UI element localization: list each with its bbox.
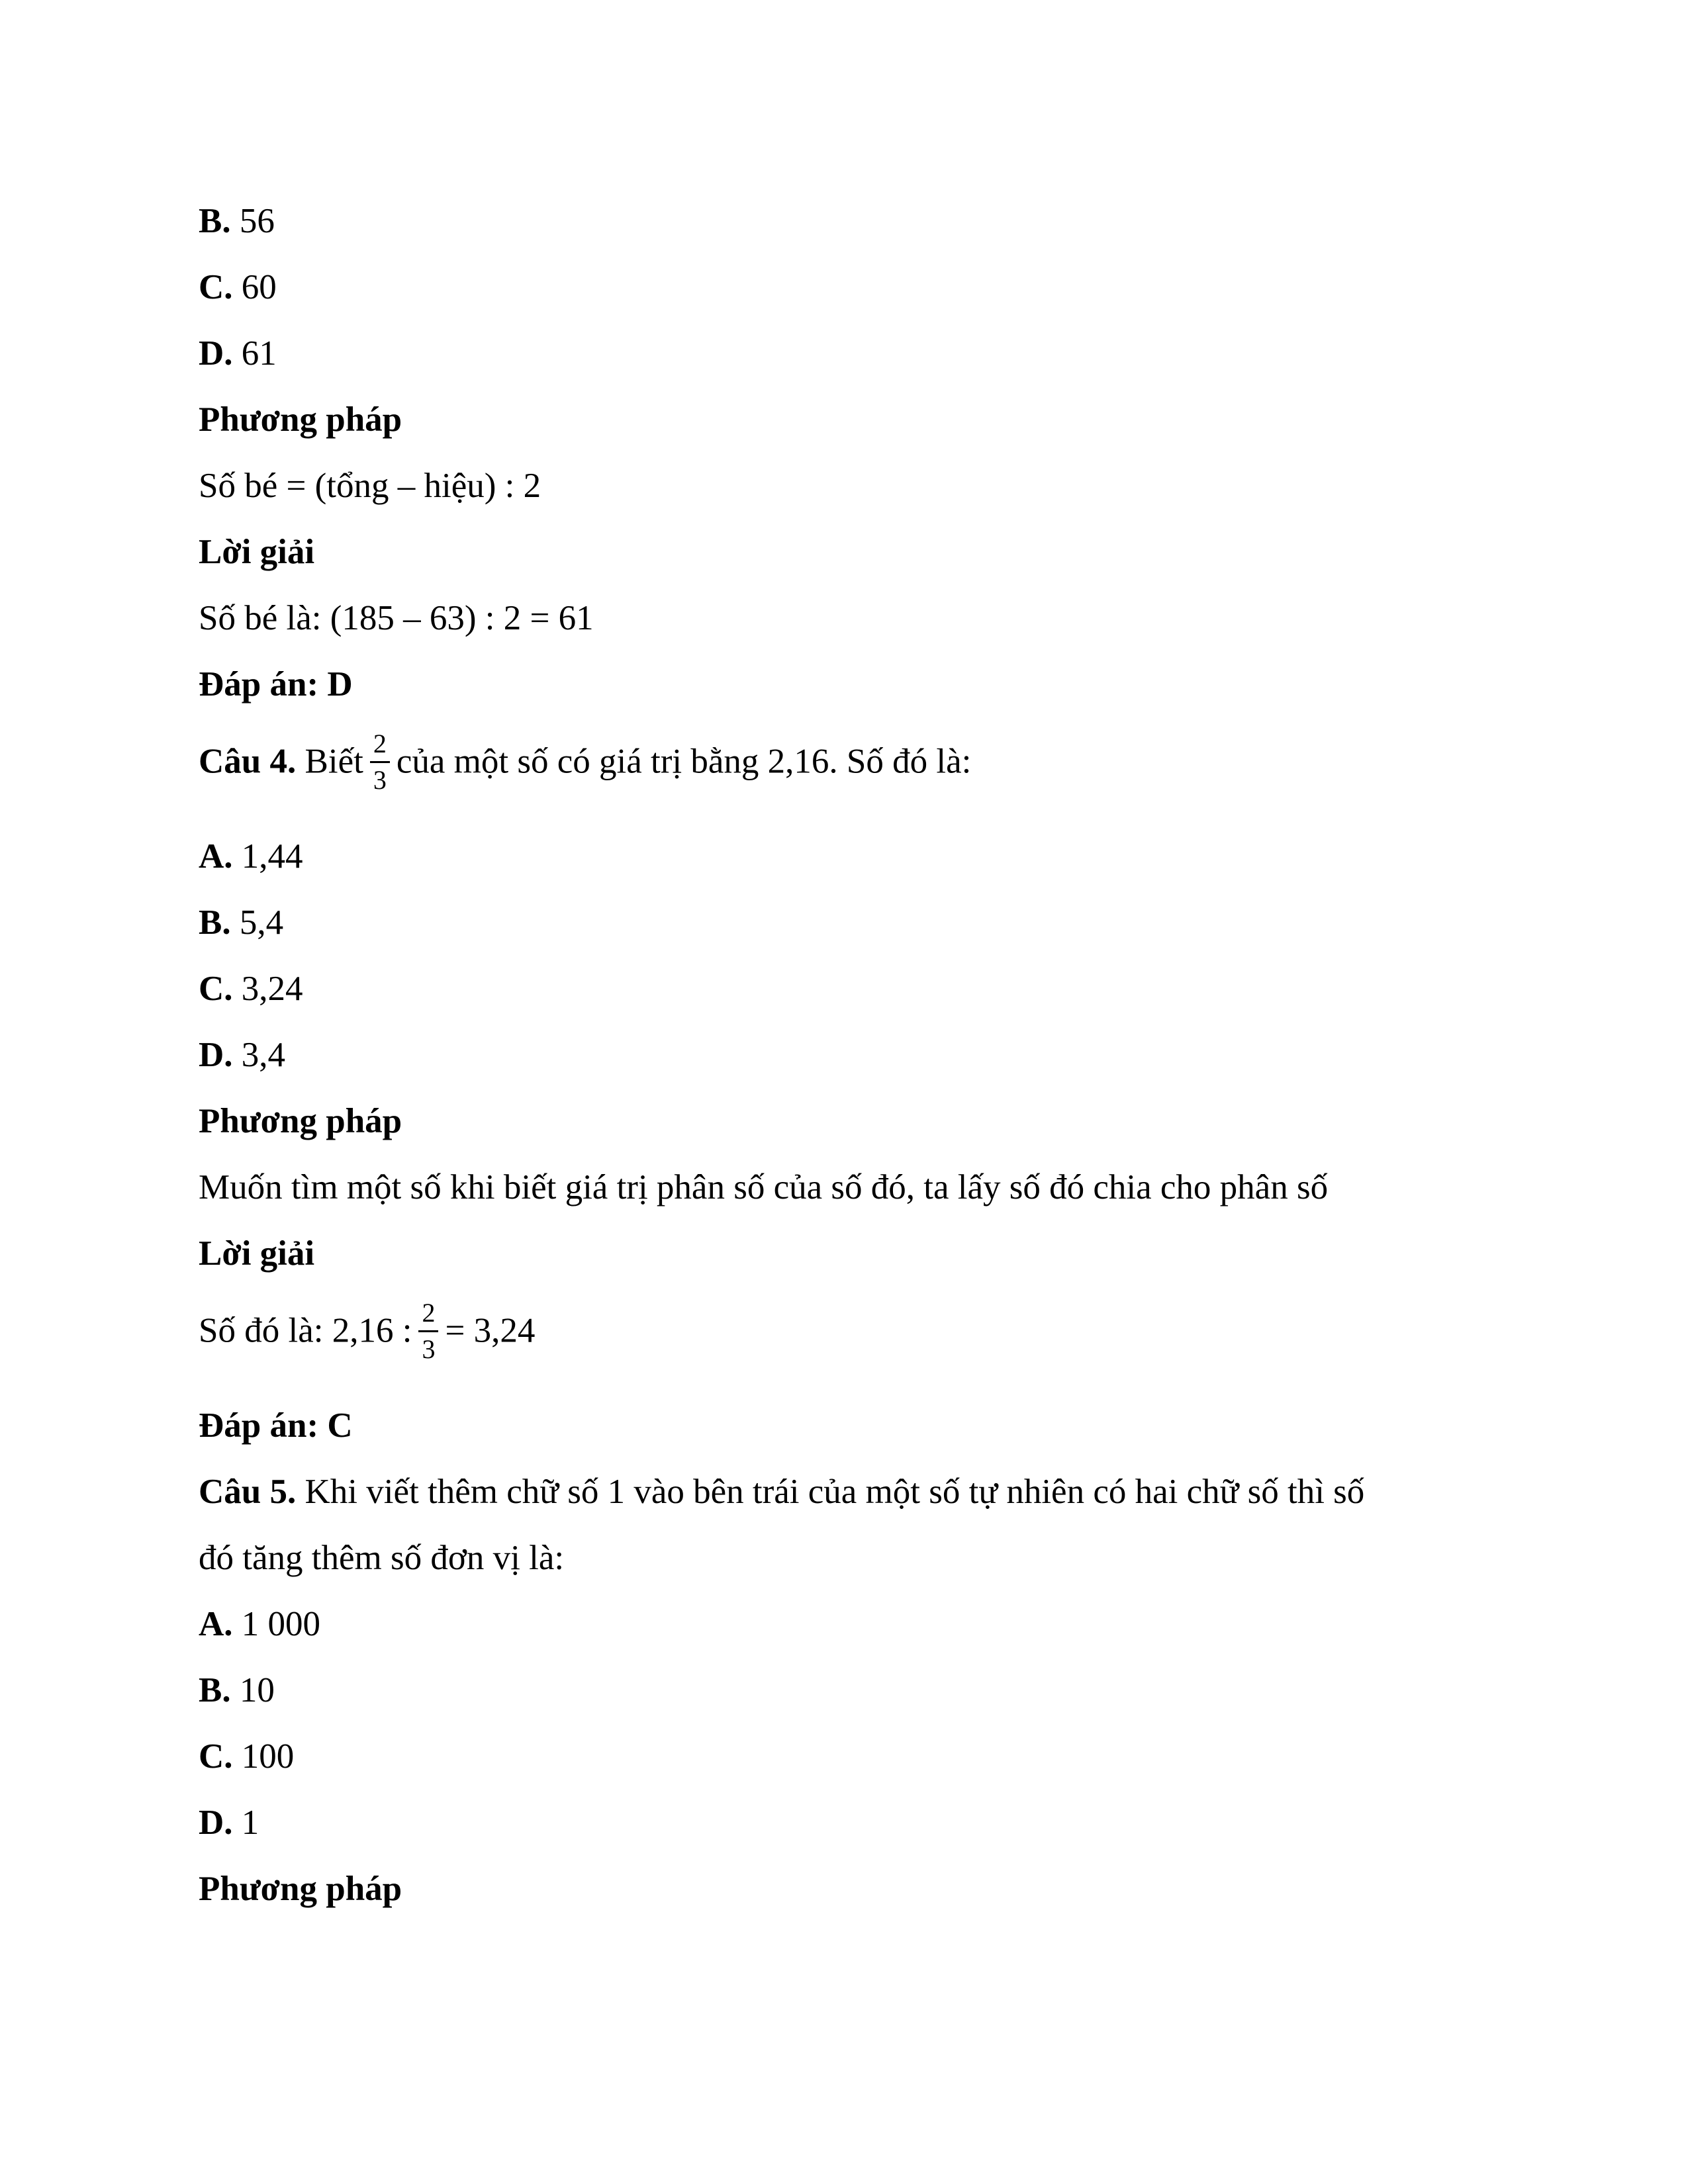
q5-method-heading: Phương pháp [199,1870,402,1908]
q3-option-c [199,270,277,305]
q5-option-a [199,1607,320,1642]
option-label: B. [199,1671,231,1709]
option-text: 3,4 [232,1036,286,1074]
option-text: 1 000 [232,1605,321,1643]
q3-answer: Đáp án: D [199,665,353,704]
question-label: Câu 5. [199,1473,297,1511]
option-text: 1,44 [232,837,303,876]
q5-question-line2: đó tăng thêm số đơn vị là: [199,1539,565,1577]
q3-method-heading: Phương pháp [199,400,402,439]
q5-option-c [199,1739,294,1774]
q4-option-a [199,839,303,874]
option-text: 100 [232,1737,295,1776]
q4-option-b [199,905,283,940]
q4-option-d [199,1038,285,1073]
q5-question-line1: Câu 5. Khi viết thêm chữ số 1 vào bên trái của một số tự nhiên có hai chữ số thì số [199,1473,1365,1511]
option-label: B. [199,202,231,240]
q3-option-d [199,336,277,371]
q3-solution-heading: Lời giải [199,533,315,571]
option-label: C. [199,1737,233,1776]
option-label: B. [199,903,231,942]
option-label: D. [199,1803,233,1842]
q3-solution-text: Số bé là: (185 – 63) : 2 = 61 [199,599,594,637]
q5-option-d [199,1805,259,1841]
q4-method-text: Muốn tìm một số khi biết giá trị phân số của số đó, ta lấy số đó chia cho phân số [199,1168,1329,1206]
option-label: A. [199,1605,233,1643]
option-text: 61 [232,334,277,373]
option-label: D. [199,334,233,373]
option-text: 5,4 [230,903,284,942]
question-label: Câu 4. [199,742,297,781]
option-label: C. [199,268,233,306]
option-text: 56 [230,202,275,240]
q4-solution-text: Số đó là: 2,16 : $\frac{2}{3}$ = 3,24 [199,1298,536,1364]
q4-answer: Đáp án: C [199,1406,353,1445]
q4-solution-heading: Lời giải [199,1234,315,1273]
q4-fraction: $\frac{2}{3}$ [370,731,390,794]
option-text: 1 [232,1803,259,1842]
option-text: 10 [230,1671,275,1709]
q4-method-heading: Phương pháp [199,1102,402,1140]
option-text: 60 [232,268,277,306]
option-label: C. [199,970,233,1008]
option-text: 3,24 [232,970,303,1008]
q4-solution-fraction: $\frac{2}{3}$ [418,1300,438,1363]
q3-method-text: Số bé = (tổng – hiệu) : 2 [199,467,541,505]
option-label: D. [199,1036,233,1074]
q5-option-b [199,1673,275,1708]
q4-question: Câu 4. Biết $\frac{2}{3}$ của một số có giá trị bằng 2,16. Số đó là: [199,729,972,795]
option-label: A. [199,837,233,876]
q4-option-c [199,972,303,1007]
q3-option-b [199,204,275,239]
